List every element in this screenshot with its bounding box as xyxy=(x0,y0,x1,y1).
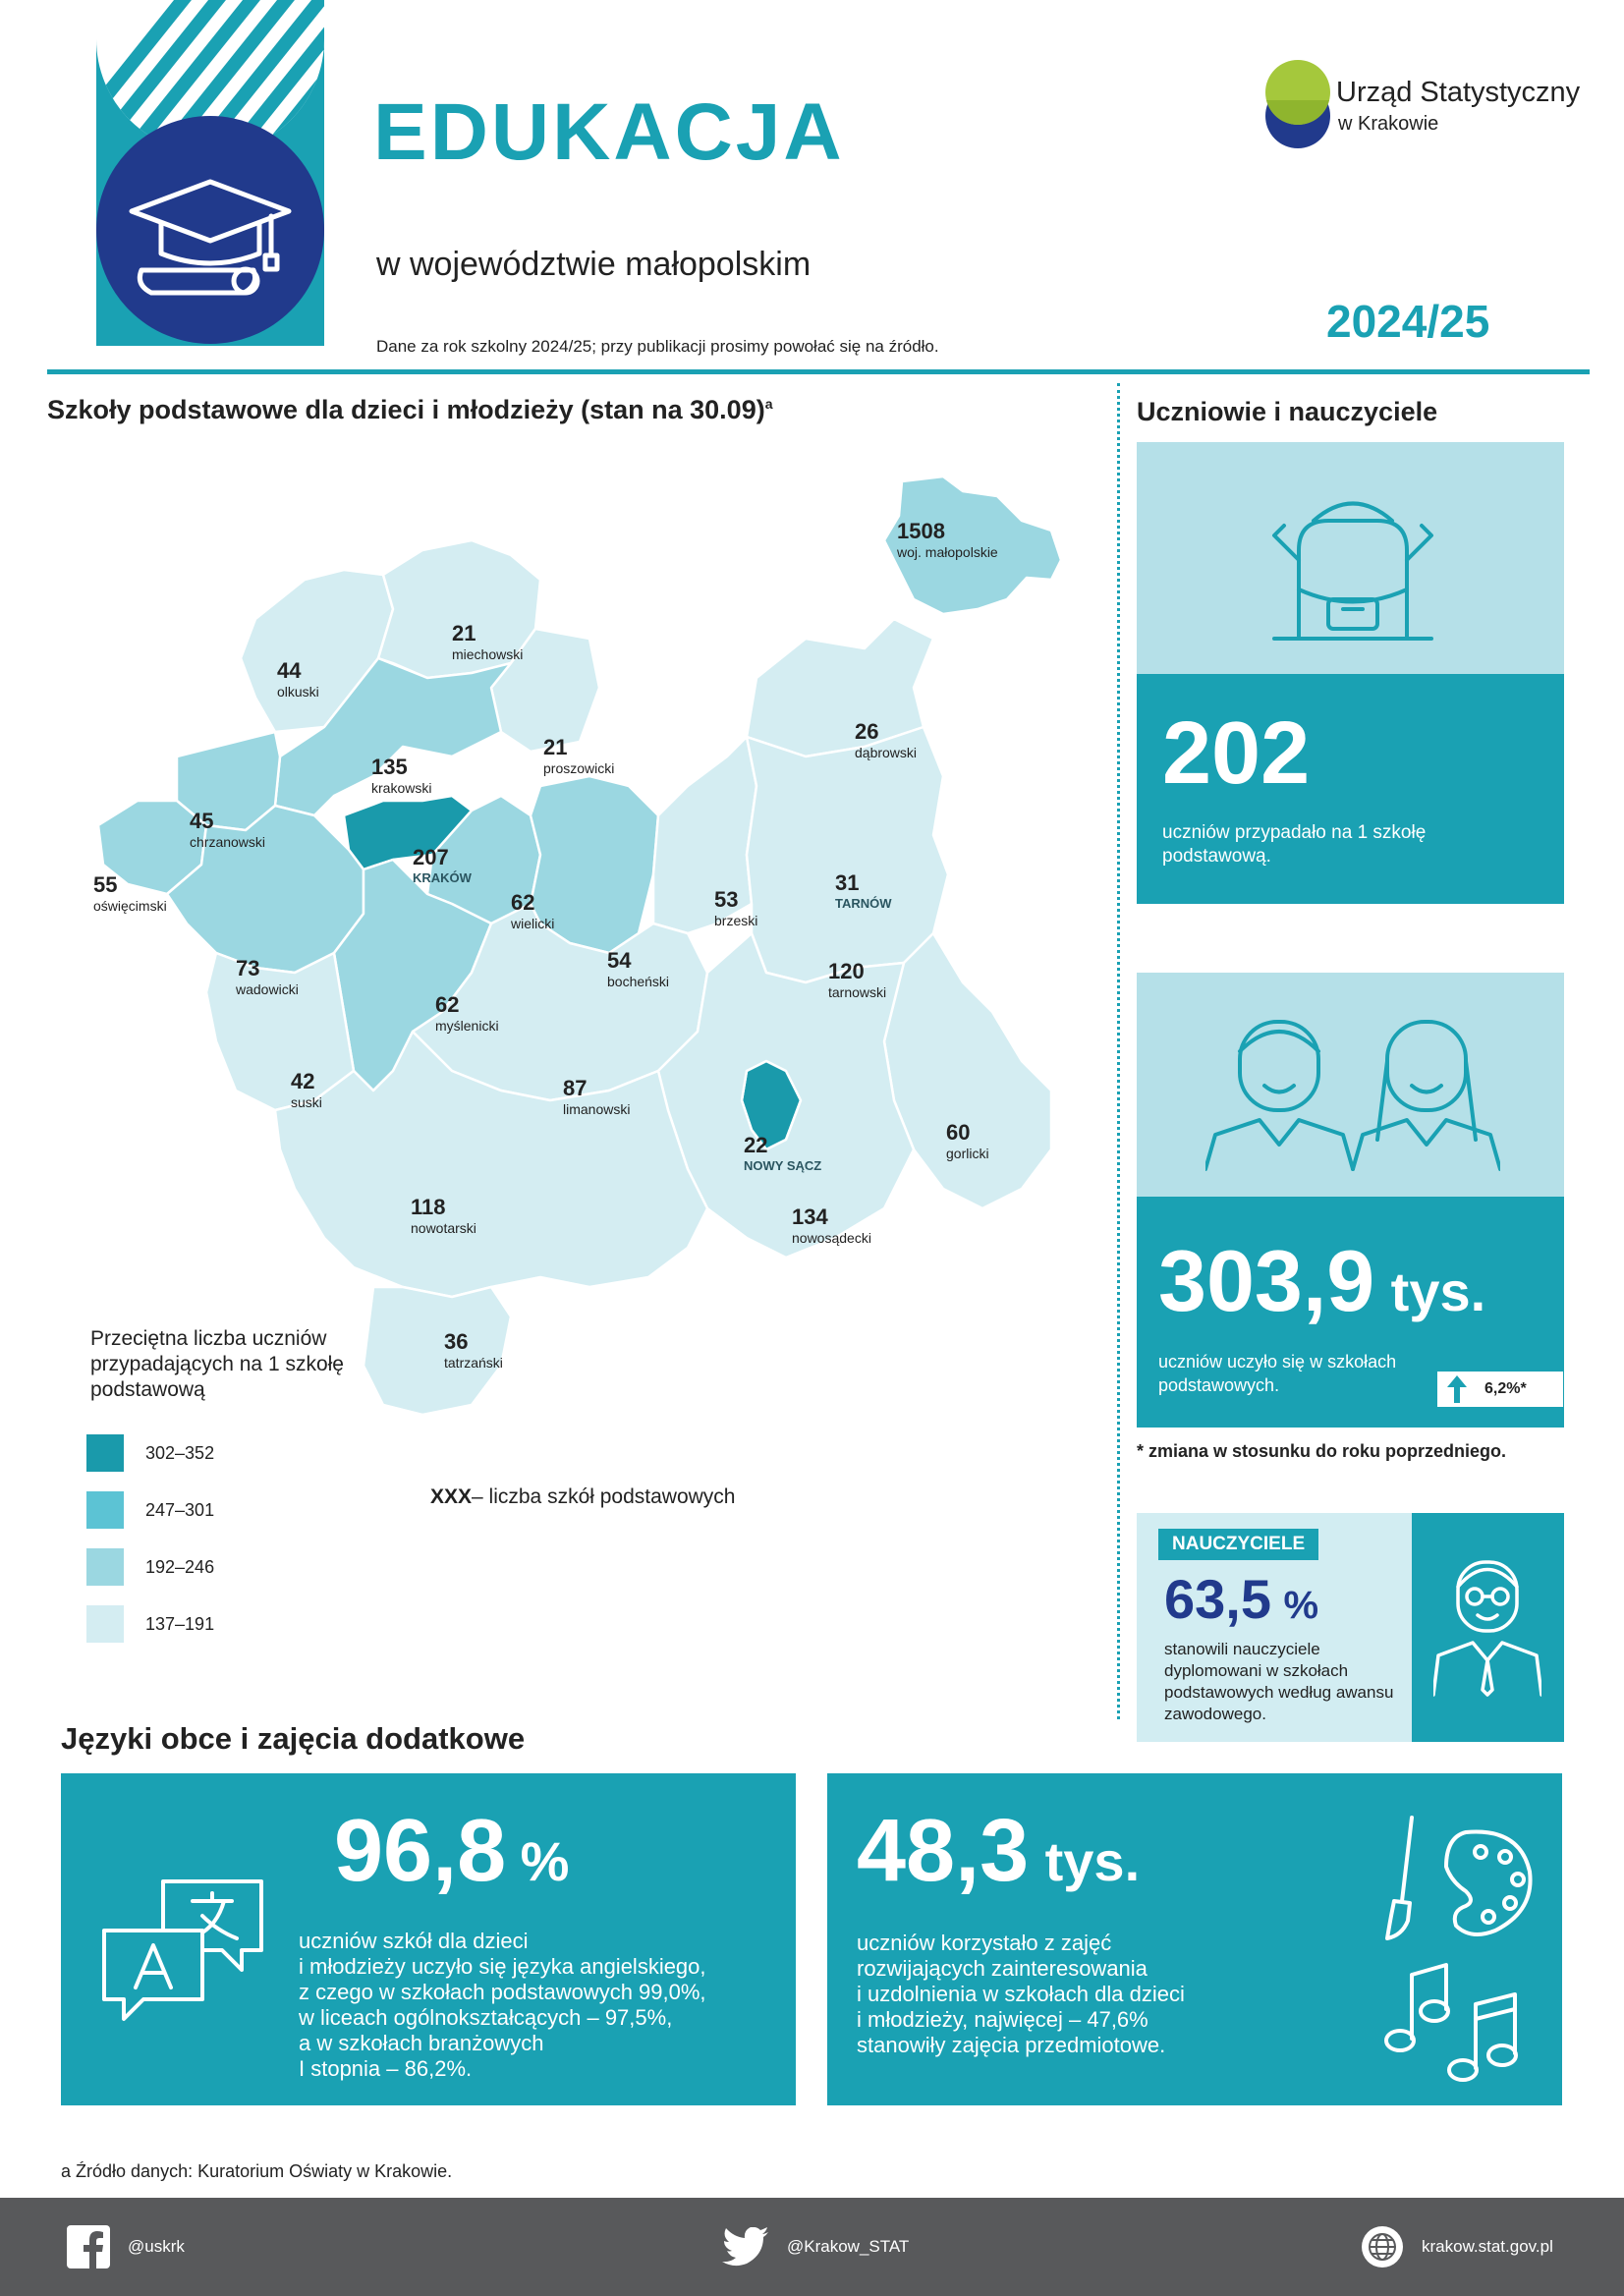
map-label-miechowski: 21 miechowski xyxy=(452,621,524,662)
languages-text-line: uczniów szkół dla dzieci xyxy=(299,1929,529,1953)
page-subtitle: w województwie małopolskim xyxy=(376,246,812,283)
website-link[interactable] xyxy=(1361,2225,1553,2268)
legend-label: 247–301 xyxy=(145,1499,215,1520)
students-panel xyxy=(1137,973,1564,1197)
extra-classes-text-line: i uzdolnienia w szkołach dla dzieci xyxy=(857,1982,1185,2006)
teacher-icon-panel xyxy=(1412,1513,1564,1742)
map-label-tatrzanski: 36 tatrzański xyxy=(444,1329,503,1371)
teachers-value: 63,5 xyxy=(1164,1568,1271,1630)
twitter-icon xyxy=(722,2227,769,2267)
legend-swatch xyxy=(86,1434,124,1472)
legend-swatch xyxy=(86,1548,124,1586)
map-label-limanowski: 87 limanowski xyxy=(563,1076,631,1117)
languages-value: 96,8 xyxy=(334,1802,507,1900)
teachers-unit: % xyxy=(1283,1584,1319,1627)
languages-text xyxy=(299,1929,706,2082)
students-total-box xyxy=(1137,1197,1564,1428)
students-per-school-value: 202 xyxy=(1162,704,1311,803)
header-divider xyxy=(47,369,1590,374)
legend-item xyxy=(86,1491,214,1529)
change-footnote: * zmiana w stosunku do roku poprzedniego. xyxy=(1137,1441,1507,1461)
logo-text-line1: Urząd Statystyczny xyxy=(1336,77,1581,108)
logo-icon xyxy=(1260,57,1335,155)
students-total-unit: tys. xyxy=(1390,1260,1486,1322)
legend-swatch xyxy=(86,1491,124,1529)
map-label-tarnow: 31 TARNÓW xyxy=(835,870,892,911)
map-label-total: 1508 woj. małopolskie xyxy=(897,519,998,560)
teachers-text: stanowili nauczyciele dyplomowani w szkołach podstawowych według awansu zawodowego. xyxy=(1164,1640,1394,1723)
legend-item xyxy=(86,1434,214,1472)
teacher-icon xyxy=(1433,1552,1541,1700)
map-district-gorlicki xyxy=(884,933,1051,1208)
map-label-dabrowski: 26 dąbrowski xyxy=(855,719,918,760)
languages-text-line: a w szkołach branżowych xyxy=(299,2031,544,2055)
page-title: EDUKACJA xyxy=(373,87,845,177)
teachers-value-wrap xyxy=(1164,1567,1318,1631)
map-label-gorlicki: 60 gorlicki xyxy=(946,1120,989,1161)
extra-classes-text-line: uczniów korzystało z zajęć xyxy=(857,1931,1112,1955)
legend-xxx-note: XXX– liczba szkół podstawowych xyxy=(430,1485,736,1508)
map-label-krakow: 207 KRAKÓW xyxy=(413,845,472,885)
map-label-wadowicki: 73 wadowicki xyxy=(236,956,299,997)
students-per-school-box xyxy=(1137,674,1564,904)
languages-box xyxy=(61,1773,796,2105)
change-badge xyxy=(1437,1372,1563,1407)
map-label-suski: 42 suski xyxy=(291,1069,322,1110)
legend-title: Przeciętna liczba uczniów przypadających na 1 szkołę podstawową xyxy=(90,1327,344,1401)
source-note: Dane za rok szkolny 2024/25; przy publikacji prosimy powołać się na źródło. xyxy=(376,337,939,356)
map-label-brzeski: 53 brzeski xyxy=(714,887,758,928)
teachers-label: NAUCZYCIELE xyxy=(1158,1529,1318,1560)
legend-item xyxy=(86,1548,214,1586)
legend xyxy=(86,1434,214,1643)
logo-text-line2: w Krakowie xyxy=(1338,113,1439,135)
facebook-handle: @uskrk xyxy=(128,2237,185,2256)
extra-classes-text-line: i młodzieży, najwięcej – 47,6% xyxy=(857,2007,1148,2032)
students-per-school-text: uczniów przypadało na 1 szkołę podstawową. xyxy=(1162,822,1427,867)
map-label-nowotarski: 118 nowotarski xyxy=(411,1195,476,1236)
extra-classes-box xyxy=(827,1773,1562,2105)
backpack-panel xyxy=(1137,442,1564,674)
legend-swatch xyxy=(86,1605,124,1643)
languages-unit: % xyxy=(520,1830,570,1892)
map-label-tarnowski: 120 tarnowski xyxy=(828,959,887,1000)
facebook-link[interactable] xyxy=(67,2225,185,2268)
right-section-title: Uczniowie i nauczyciele xyxy=(1137,397,1438,426)
music-notes-icon xyxy=(1372,1960,1540,2088)
translate-icon xyxy=(94,1872,271,2029)
map-label-nowy-sacz: 22 NOWY SĄCZ xyxy=(744,1133,822,1173)
bottom-section-title: Języki obce i zajęcia dodatkowe xyxy=(61,1721,526,1756)
legend-label: 302–352 xyxy=(145,1442,215,1463)
languages-text-line: z czego w szkołach podstawowych 99,0%, xyxy=(299,1980,706,2004)
map-label-nowosadecki: 134 nowosądecki xyxy=(792,1204,871,1246)
extra-classes-value: 48,3 xyxy=(857,1802,1030,1900)
map-label-olkuski: 44 olkuski xyxy=(277,658,319,700)
extra-classes-unit: tys. xyxy=(1044,1830,1141,1892)
column-divider xyxy=(1117,383,1120,1719)
website-url: krakow.stat.gov.pl xyxy=(1422,2237,1553,2256)
change-value: 6,2%* xyxy=(1484,1380,1527,1397)
map-label-proszowicki: 21 proszowicki xyxy=(543,735,615,776)
students-total-value-wrap xyxy=(1158,1231,1485,1331)
data-source: a Źródło danych: Kuratorium Oświaty w Krakowie. xyxy=(61,2161,453,2181)
languages-value-wrap xyxy=(334,1801,569,1902)
map-label-bochenski: 54 bocheński xyxy=(607,948,670,989)
languages-text-line: w liceach ogólnokształcących – 97,5%, xyxy=(299,2005,673,2030)
globe-icon xyxy=(1361,2225,1404,2268)
legend-label: 192–246 xyxy=(145,1556,215,1577)
legend-label: 137–191 xyxy=(145,1613,215,1634)
twitter-handle: @Krakow_STAT xyxy=(787,2237,910,2256)
extra-classes-text-line: stanowiły zajęcia przedmiotowe. xyxy=(857,2033,1166,2057)
facebook-icon xyxy=(67,2225,110,2268)
header-emblem xyxy=(96,0,324,346)
backpack-icon xyxy=(1269,491,1436,653)
extra-classes-text-line: rozwijających zainteresowania xyxy=(857,1956,1148,1981)
map-label-oswiecimski: 55 oświęcimski xyxy=(93,872,167,914)
legend-item xyxy=(86,1605,214,1643)
map-label-krakowski: 135 krakowski xyxy=(371,755,432,796)
arrow-up-icon xyxy=(1447,1375,1467,1403)
teachers-box xyxy=(1137,1513,1564,1742)
map-label-wielicki: 62 wielicki xyxy=(511,890,555,931)
map-label-chrzanowski: 45 chrzanowski xyxy=(190,809,266,850)
map-label-myslenicki: 62 myślenicki xyxy=(435,992,499,1034)
school-year: 2024/25 xyxy=(1326,296,1490,347)
languages-text-line: I stopnia – 86,2%. xyxy=(299,2056,473,2081)
students-total-text: uczniów uczyło się w szkołach podstawowych. xyxy=(1158,1352,1397,1395)
twitter-link[interactable] xyxy=(722,2227,909,2267)
footer xyxy=(0,2198,1624,2296)
students-total-value: 303,9 xyxy=(1158,1232,1375,1329)
languages-text-line: i młodzieży uczyło się języka angielskiego, xyxy=(299,1954,706,1979)
extra-classes-value-wrap xyxy=(857,1801,1140,1902)
palette-brush-icon xyxy=(1372,1813,1540,1950)
students-icon xyxy=(1205,1002,1500,1179)
map-district-tarnowski xyxy=(747,727,948,982)
map-section-title: Szkoły podstawowe dla dzieci i młodzieży (stan na 30.09)$^a$ xyxy=(47,395,773,424)
extra-classes-text xyxy=(857,1931,1185,2058)
